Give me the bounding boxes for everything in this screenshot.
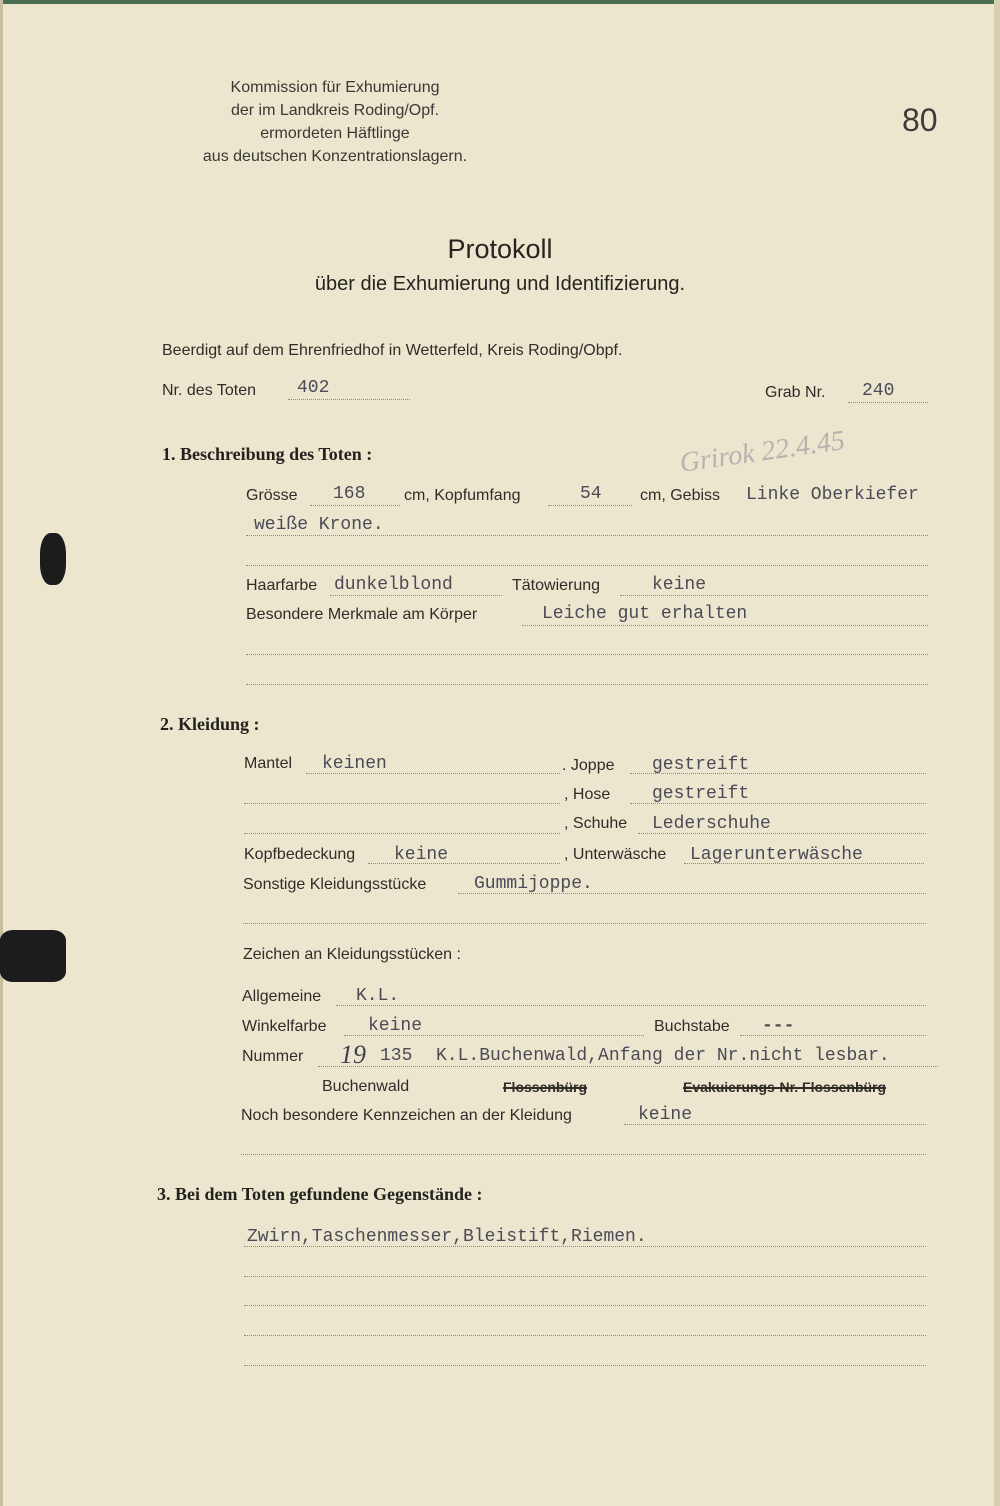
blank-line bbox=[244, 1335, 926, 1336]
buchstabe-value: --- bbox=[762, 1016, 795, 1036]
besondere-value: keine bbox=[638, 1105, 693, 1125]
blank-line bbox=[246, 654, 928, 655]
blank-line bbox=[246, 565, 928, 566]
nummer-note: K.L.Buchenwald,Anfang der Nr.nicht lesbar. bbox=[436, 1046, 890, 1066]
burial-location: Beerdigt auf dem Ehrenfriedhof in Wetterfeld, Kreis Roding/Obpf. bbox=[162, 342, 623, 359]
blank-line bbox=[243, 923, 926, 924]
allgemeine-line bbox=[336, 1005, 926, 1006]
mantel-value: keinen bbox=[322, 754, 387, 774]
blank-line bbox=[244, 1365, 926, 1366]
hose-value: gestreift bbox=[652, 784, 750, 804]
nummer-handwritten: 19 bbox=[340, 1040, 366, 1069]
haarfarbe-value: dunkelblond bbox=[334, 575, 453, 595]
groesse-line bbox=[310, 505, 400, 506]
allgemeine-value: K.L. bbox=[356, 986, 400, 1006]
gebiss-value: Linke Oberkiefer bbox=[746, 485, 919, 505]
section3-heading: 3. Bei dem Toten gefundene Gegenstände : bbox=[157, 1184, 483, 1204]
grab-line bbox=[848, 402, 928, 403]
zeichen-label: Zeichen an Kleidungsstücken : bbox=[243, 946, 461, 963]
blank-line bbox=[244, 833, 560, 834]
taetowierung-value: keine bbox=[652, 575, 707, 595]
nr-label: Nr. des Toten bbox=[162, 382, 256, 399]
blank-line bbox=[244, 1305, 926, 1306]
letterhead bbox=[180, 76, 490, 168]
unterwaesche-value: Lagerunterwäsche bbox=[690, 845, 863, 865]
letterhead-line: aus deutschen Konzentrationslagern. bbox=[202, 148, 468, 165]
merkmale-label: Besondere Merkmale am Körper bbox=[246, 606, 478, 623]
nr-line bbox=[288, 399, 410, 400]
blank-line bbox=[244, 1276, 926, 1277]
blank-line bbox=[246, 684, 928, 685]
groesse-value: 168 bbox=[333, 484, 366, 504]
kopfumfang-label: cm, Kopfumfang bbox=[404, 487, 521, 504]
winkelfarbe-value: keine bbox=[368, 1016, 423, 1036]
left-edge bbox=[0, 0, 3, 1506]
joppe-label: . Joppe bbox=[562, 757, 615, 774]
items-value: Zwirn,Taschenmesser,Bleistift,Riemen. bbox=[247, 1227, 647, 1247]
punch-hole-top bbox=[40, 533, 66, 585]
gebiss-label: cm, Gebiss bbox=[640, 487, 721, 504]
nummer-value: 135 bbox=[380, 1046, 413, 1066]
kopfbedeckung-label: Kopfbedeckung bbox=[244, 846, 356, 863]
nummer-line bbox=[318, 1066, 938, 1067]
allgemeine-label: Allgemeine bbox=[242, 988, 322, 1005]
nummer-label: Nummer bbox=[242, 1048, 304, 1065]
blank-line bbox=[241, 1154, 926, 1155]
joppe-value: gestreift bbox=[652, 755, 750, 775]
haarfarbe-line bbox=[330, 595, 502, 596]
kopfumfang-line bbox=[548, 505, 632, 506]
schuhe-value: Lederschuhe bbox=[652, 814, 771, 834]
buchstabe-label: Buchstabe bbox=[654, 1018, 730, 1035]
blank-line bbox=[244, 803, 560, 804]
section1-heading: 1. Beschreibung des Toten : bbox=[162, 444, 373, 464]
letterhead-line: der im Landkreis Roding/Opf. bbox=[230, 102, 440, 119]
unterwaesche-label: , Unterwäsche bbox=[564, 846, 667, 863]
merkmale-line bbox=[522, 625, 928, 626]
pencil-annotation: Grirok 22.4.45 bbox=[677, 425, 847, 479]
taetowierung-label: Tätowierung bbox=[512, 577, 601, 594]
sonstige-value: Gummijoppe. bbox=[474, 874, 593, 894]
binding-mark bbox=[0, 930, 66, 982]
merkmale-value: Leiche gut erhalten bbox=[542, 604, 748, 624]
nr-value: 402 bbox=[297, 378, 330, 398]
top-edge bbox=[0, 0, 1000, 4]
mantel-label: Mantel bbox=[244, 755, 293, 772]
gebiss-line-2 bbox=[246, 535, 928, 536]
camp-buchenwald: Buchenwald bbox=[322, 1078, 410, 1095]
evakuierung-struck: Evakuierungs-Nr. Flossenbürg bbox=[683, 1079, 887, 1095]
document-title: Protokoll bbox=[447, 234, 553, 264]
besondere-label: Noch besondere Kennzeichen an der Kleidung bbox=[241, 1107, 572, 1124]
grab-value: 240 bbox=[862, 381, 895, 401]
page-number: 80 bbox=[902, 102, 938, 138]
hose-label: , Hose bbox=[564, 786, 611, 803]
document-subtitle: über die Exhumierung und Identifizierung. bbox=[314, 273, 686, 295]
kopfumfang-value: 54 bbox=[580, 484, 602, 504]
groesse-label: Grösse bbox=[246, 487, 298, 504]
schuhe-label: , Schuhe bbox=[564, 815, 628, 832]
right-edge bbox=[994, 0, 1000, 1506]
letterhead-line: ermordeten Häftlinge bbox=[260, 125, 410, 142]
taetowierung-line bbox=[620, 595, 928, 596]
sonstige-label: Sonstige Kleidungsstücke bbox=[243, 876, 427, 893]
grab-label: Grab Nr. bbox=[765, 384, 826, 401]
haarfarbe-label: Haarfarbe bbox=[246, 577, 318, 594]
winkelfarbe-label: Winkelfarbe bbox=[242, 1018, 327, 1035]
gebiss-value-2: weiße Krone. bbox=[254, 515, 384, 535]
kopfbedeckung-value: keine bbox=[394, 845, 449, 865]
section2-heading: 2. Kleidung : bbox=[160, 714, 260, 734]
camp-flossenbuerg-struck: Flossenbürg bbox=[503, 1079, 588, 1095]
letterhead-line: Kommission für Exhumierung bbox=[230, 79, 440, 96]
